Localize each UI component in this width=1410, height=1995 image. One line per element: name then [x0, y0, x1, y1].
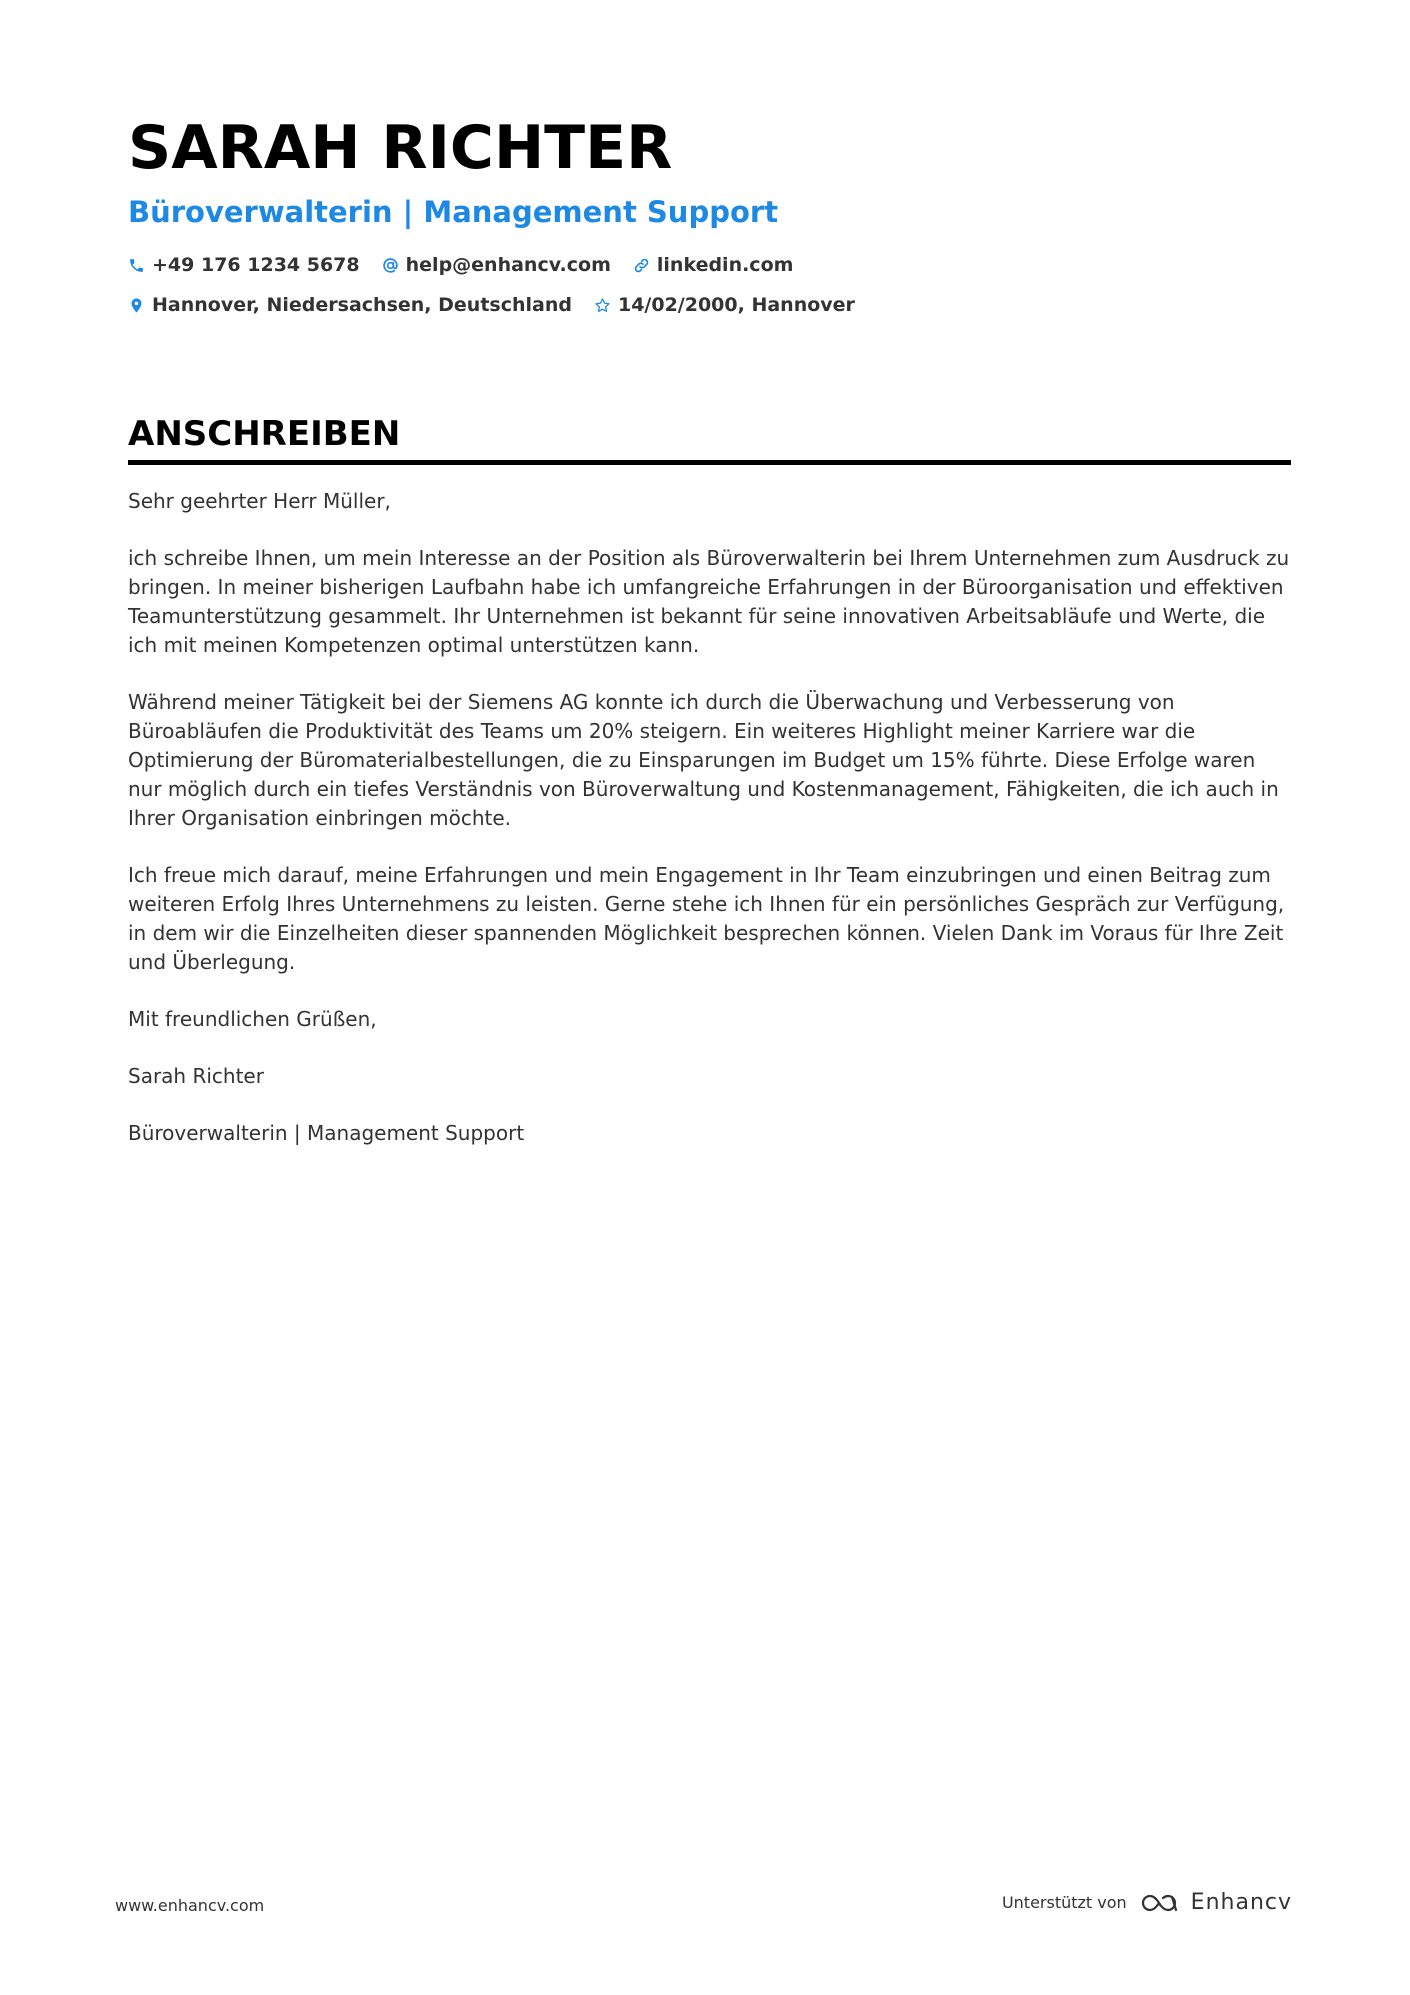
cover-letter-page: [128, 108, 1291, 1176]
star-icon: [594, 297, 611, 314]
contact-phone-text: +49 176 1234 5678: [152, 254, 360, 276]
letter-paragraph: ich schreibe Ihnen, um mein Interesse an der Position als Büroverwalterin bei Ihrem Unternehmen zum Ausdruck zu bringen. In meiner bisherigen Laufbahn habe ich umfangreiche Erfahrungen in der Büroorganisation und effektiven Teamunterstützung gesammelt. Ihr Unternehmen ist bekannt für seine innovativen Arbeitsabläufe und Werte, die ich mit meinen Kompetenzen optimal unterstützen kann.: [128, 546, 1290, 657]
enhancv-brand-text: Enhancv: [1190, 1890, 1292, 1915]
contact-birth: [594, 290, 855, 320]
phone-icon: [128, 257, 145, 274]
section-divider: [128, 460, 1291, 465]
applicant-title: Büroverwalterin | Management Support: [128, 195, 779, 229]
section-heading: ANSCHREIBEN: [128, 414, 401, 454]
letter-salutation: Sehr geehrter Herr Müller,: [128, 489, 391, 513]
powered-by-label: Unterstützt von: [1001, 1893, 1127, 1912]
letter-paragraph: Ich freue mich darauf, meine Erfahrungen und mein Engagement in Ihr Team einzubringen und einen Beitrag zum weiteren Erfolg Ihres Unternehmens zu leisten. Gerne stehe ich Ihnen für ein persönliches Gespräch zur Verfügung, in dem wir die Einzelheiten dieser spannenden Möglichkeit besprechen können. Vielen Dank im Voraus für Ihre Zeit und Überlegung.: [128, 863, 1285, 974]
contact-email[interactable]: [382, 250, 611, 280]
enhancv-logo-icon: [1139, 1891, 1183, 1915]
applicant-name: SARAH RICHTER: [128, 113, 673, 183]
link-icon: [633, 257, 650, 274]
contact-phone: [128, 250, 360, 280]
letter-paragraph: Während meiner Tätigkeit bei der Siemens AG konnte ich durch die Überwachung und Verbesserung von Büroabläufen die Produktivität des Teams um 20% steigern. Ein weiteres Highlight meiner Karriere war die Optimierung der Büromaterialbestellungen, die zu Einsparungen im Budget um 15% führte. Diese Erfolge waren nur möglich durch ein tiefes Verständnis von Büroverwaltung und Kostenmanagement, Fähigkeiten, die ich auch in Ihrer Organisation einbringen möchte.: [128, 690, 1279, 830]
footer-website[interactable]: www.enhancv.com: [115, 1896, 265, 1915]
contact-info: [128, 250, 1228, 320]
footer-powered-by: [1002, 1890, 1292, 1915]
contact-email-text: help@enhancv.com: [405, 254, 611, 276]
at-icon: [382, 257, 399, 274]
letter-body: [128, 487, 1291, 1148]
location-pin-icon: [128, 297, 145, 314]
signature-name: Sarah Richter: [128, 1064, 264, 1088]
enhancv-logo[interactable]: [1139, 1890, 1292, 1915]
contact-linkedin-text: linkedin.com: [656, 254, 794, 276]
contact-location-text: Hannover, Niedersachsen, Deutschland: [152, 294, 572, 316]
letter-closing: Mit freundlichen Grüßen,: [128, 1007, 377, 1031]
contact-birth-text: 14/02/2000, Hannover: [617, 294, 855, 316]
contact-linkedin[interactable]: [633, 250, 794, 280]
signature-title: Büroverwalterin | Management Support: [128, 1121, 525, 1145]
contact-location: [128, 290, 572, 320]
